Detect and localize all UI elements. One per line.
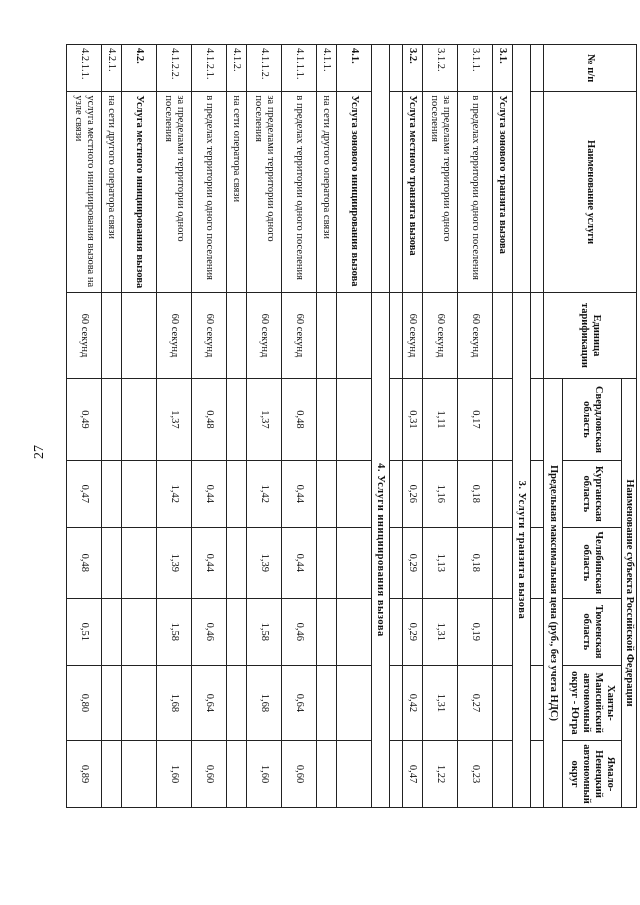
- tariff-unit: 60 секунд: [191, 292, 226, 378]
- spacer-cell: [530, 741, 543, 808]
- price-cell: [101, 741, 121, 808]
- row-number: 3.2.: [402, 45, 422, 92]
- spacer-cell: [530, 460, 543, 527]
- price-cell: 0,44: [191, 527, 226, 598]
- spacer-cell: [389, 292, 402, 378]
- price-cell: 0,51: [66, 598, 101, 665]
- tariff-unit: [226, 292, 246, 378]
- price-cell: 0,19: [457, 598, 492, 665]
- row-number: 4.2.1.: [101, 45, 121, 92]
- table-row: [246, 45, 281, 808]
- price-cell: 1,60: [156, 741, 191, 808]
- service-name: на сети оператора связи: [226, 92, 246, 292]
- table-body: [66, 45, 543, 808]
- price-cell: 1,42: [246, 460, 281, 527]
- price-cell: [316, 527, 336, 598]
- spacer-row: [530, 45, 543, 808]
- price-cell: 0,44: [281, 460, 316, 527]
- service-name: за пределами территории одного поселения: [422, 92, 457, 292]
- tariff-unit: [101, 292, 121, 378]
- price-cell: [492, 527, 512, 598]
- spacer-cell: [530, 92, 543, 292]
- price-cell: 0,47: [66, 460, 101, 527]
- row-number: 4.1.2.: [226, 45, 246, 92]
- price-cell: 0,27: [457, 665, 492, 740]
- table-row: [191, 45, 226, 808]
- price-cell: 1,39: [246, 527, 281, 598]
- row-number: 4.2.1.1.: [66, 45, 101, 92]
- service-name: Услуга местного транзита вызова: [402, 92, 422, 292]
- price-cell: 0,60: [191, 741, 226, 808]
- header-num: № п/п: [543, 45, 636, 92]
- price-cell: [336, 598, 371, 665]
- price-cell: 1,31: [422, 598, 457, 665]
- header-price-caption: Предельная максимальная цена (руб., без учета НДС): [543, 379, 562, 808]
- price-cell: [336, 379, 371, 461]
- header-region: Свердловская область: [562, 379, 621, 461]
- price-cell: 1,39: [156, 527, 191, 598]
- row-number: 4.1.2.1.: [191, 45, 226, 92]
- service-name: в пределах территории одного поселения: [281, 92, 316, 292]
- table-row: [226, 45, 246, 808]
- table-row: [281, 45, 316, 808]
- price-cell: 0,31: [402, 379, 422, 461]
- price-cell: [121, 741, 156, 808]
- price-cell: 0,42: [402, 665, 422, 740]
- price-cell: 1,68: [246, 665, 281, 740]
- service-name: Услуга местного инициирования вызова: [121, 92, 156, 292]
- service-name: на сети другого оператора связи: [316, 92, 336, 292]
- price-cell: 0,23: [457, 741, 492, 808]
- price-cell: 0,18: [457, 460, 492, 527]
- spacer-row: [389, 45, 402, 808]
- spacer-cell: [389, 598, 402, 665]
- spacer-cell: [389, 45, 402, 92]
- tariff-unit: 60 секунд: [281, 292, 316, 378]
- spacer-cell: [389, 92, 402, 292]
- spacer-cell: [389, 741, 402, 808]
- price-cell: 0,29: [402, 527, 422, 598]
- price-cell: 0,48: [66, 527, 101, 598]
- price-table: [66, 44, 637, 808]
- price-cell: 0,46: [191, 598, 226, 665]
- table-row: [457, 45, 492, 808]
- price-cell: [492, 598, 512, 665]
- price-cell: 0,44: [281, 527, 316, 598]
- price-cell: 0,47: [402, 741, 422, 808]
- spacer-cell: [530, 665, 543, 740]
- tariff-unit: 60 секунд: [402, 292, 422, 378]
- price-cell: 1,58: [246, 598, 281, 665]
- price-cell: [336, 741, 371, 808]
- table-row: [101, 45, 121, 808]
- header-region: Ямало-Ненецкий автономный округ: [562, 741, 621, 808]
- page-number: 27: [32, 445, 47, 459]
- price-cell: 0,46: [281, 598, 316, 665]
- price-cell: 1,13: [422, 527, 457, 598]
- header-service: Наименование услуги: [543, 92, 636, 292]
- row-number: 4.1.1.: [316, 45, 336, 92]
- price-cell: [492, 741, 512, 808]
- price-cell: 1,37: [246, 379, 281, 461]
- price-cell: 1,42: [156, 460, 191, 527]
- section-title: 4. Услуги инициирования вызова: [371, 292, 389, 807]
- price-cell: [226, 598, 246, 665]
- price-cell: [121, 665, 156, 740]
- price-cell: [492, 460, 512, 527]
- header-unit: Единица тарификации: [543, 292, 636, 378]
- tariff-unit: [121, 292, 156, 378]
- price-cell: [316, 460, 336, 527]
- price-cell: [316, 665, 336, 740]
- table-row: [336, 45, 371, 808]
- table-row: [66, 45, 101, 808]
- price-cell: 0,80: [66, 665, 101, 740]
- header-region: Курганская область: [562, 460, 621, 527]
- section-title: 3. Услуги транзита вызова: [512, 292, 530, 807]
- service-name: Услуга зонового транзита вызова: [492, 92, 512, 292]
- tariff-unit: 60 секунд: [246, 292, 281, 378]
- price-cell: 1,16: [422, 460, 457, 527]
- spacer-cell: [530, 527, 543, 598]
- price-cell: [121, 598, 156, 665]
- price-cell: 0,89: [66, 741, 101, 808]
- price-cell: 1,37: [156, 379, 191, 461]
- price-cell: 1,22: [422, 741, 457, 808]
- price-cell: 0,49: [66, 379, 101, 461]
- header-region: Челябинская область: [562, 527, 621, 598]
- price-cell: 1,11: [422, 379, 457, 461]
- price-cell: [226, 741, 246, 808]
- table-row: [492, 45, 512, 808]
- service-name: за пределами территории одного поселения: [156, 92, 191, 292]
- tariff-unit: [492, 292, 512, 378]
- price-cell: [101, 379, 121, 461]
- spacer-cell: [530, 598, 543, 665]
- header-region: Ханты-Мансийский автономный округ - Югра: [562, 665, 621, 740]
- service-name: в пределах территории одного поселения: [191, 92, 226, 292]
- service-name: за пределами территории одного поселения: [246, 92, 281, 292]
- price-cell: [121, 460, 156, 527]
- price-cell: 0,64: [191, 665, 226, 740]
- price-cell: 0,18: [457, 527, 492, 598]
- header-regions-title: Наименование субъекта Российской Федерации: [621, 379, 636, 808]
- service-name: в пределах территории одного поселения: [457, 92, 492, 292]
- price-cell: [226, 460, 246, 527]
- spacer-cell: [389, 379, 402, 461]
- section-spacer: [512, 45, 530, 293]
- service-name: Услуга зонового инициирования вызова: [336, 92, 371, 292]
- price-cell: 0,48: [281, 379, 316, 461]
- row-number: 4.2.: [121, 45, 156, 92]
- price-cell: 0,29: [402, 598, 422, 665]
- row-number: 4.1.1.2.: [246, 45, 281, 92]
- section-row: [512, 45, 530, 808]
- price-cell: [492, 379, 512, 461]
- price-cell: [336, 460, 371, 527]
- table-row: [156, 45, 191, 808]
- spacer-cell: [530, 379, 543, 461]
- price-cell: 1,58: [156, 598, 191, 665]
- price-cell: [316, 598, 336, 665]
- row-number: 3.1.: [492, 45, 512, 92]
- row-number: 4.1.: [336, 45, 371, 92]
- price-cell: [101, 527, 121, 598]
- price-cell: 0,64: [281, 665, 316, 740]
- table-row: [121, 45, 156, 808]
- table-row: [316, 45, 336, 808]
- service-name: услуга местного инициирования вызова на узле связи: [66, 92, 101, 292]
- price-cell: 1,31: [422, 665, 457, 740]
- row-number: 3.1.2.: [422, 45, 457, 92]
- row-number: 4.1.2.2.: [156, 45, 191, 92]
- tariff-unit: 60 секунд: [66, 292, 101, 378]
- price-cell: 0,48: [191, 379, 226, 461]
- tariff-unit: [336, 292, 371, 378]
- tariff-unit: [316, 292, 336, 378]
- spacer-cell: [389, 665, 402, 740]
- service-name: на сети другого оператора связи: [101, 92, 121, 292]
- price-cell: [226, 379, 246, 461]
- price-cell: 0,26: [402, 460, 422, 527]
- price-cell: 0,44: [191, 460, 226, 527]
- row-number: 4.1.1.1.: [281, 45, 316, 92]
- price-cell: [121, 379, 156, 461]
- tariff-unit: 60 секунд: [156, 292, 191, 378]
- price-cell: 0,17: [457, 379, 492, 461]
- row-number: 3.1.1.: [457, 45, 492, 92]
- price-cell: [101, 665, 121, 740]
- price-cell: [226, 665, 246, 740]
- table-row: [422, 45, 457, 808]
- price-cell: 0,60: [281, 741, 316, 808]
- section-row: [371, 45, 389, 808]
- section-spacer: [371, 45, 389, 293]
- spacer-cell: [389, 527, 402, 598]
- table-row: [402, 45, 422, 808]
- header-region: Тюменская область: [562, 598, 621, 665]
- price-cell: [101, 460, 121, 527]
- spacer-cell: [389, 460, 402, 527]
- price-cell: [226, 527, 246, 598]
- spacer-cell: [530, 292, 543, 378]
- tariff-unit: 60 секунд: [457, 292, 492, 378]
- spacer-cell: [530, 45, 543, 92]
- price-cell: [121, 527, 156, 598]
- rotated-page: [72, 0, 640, 864]
- price-cell: [316, 741, 336, 808]
- price-cell: [316, 379, 336, 461]
- price-cell: [492, 665, 512, 740]
- price-cell: 1,68: [156, 665, 191, 740]
- tariff-unit: 60 секунд: [422, 292, 457, 378]
- price-cell: [336, 665, 371, 740]
- price-cell: [336, 527, 371, 598]
- price-cell: 1,60: [246, 741, 281, 808]
- price-cell: [101, 598, 121, 665]
